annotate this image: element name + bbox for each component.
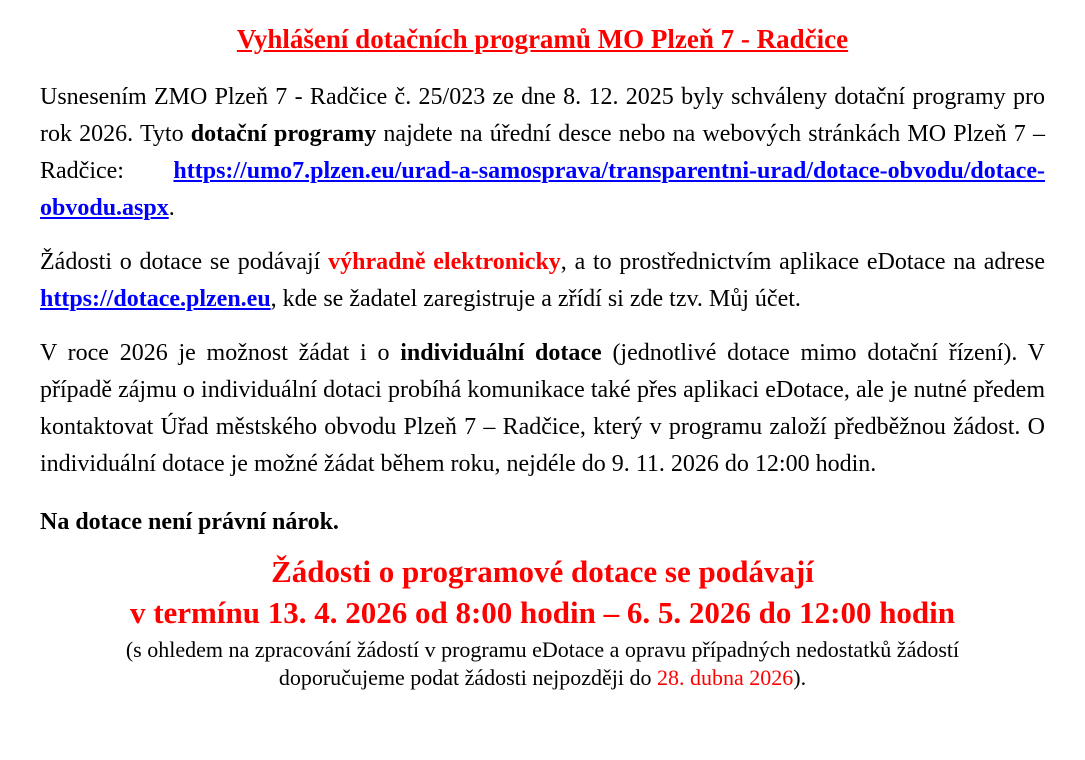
text-segment: (s ohledem na zpracování žádostí v programu eDotace a opravu případných nedostatků žádostí (125, 637, 960, 662)
deadline-heading (40, 551, 1045, 633)
text-segment: Usnesením ZMO Plzeň 7 - Radčice č. 25/023 ze dne 8. 12. 2025 byly schváleny dotační programy pro rok 2026. Tyto (40, 84, 1045, 147)
paragraph-electronic-submission (40, 244, 1045, 318)
statement-no-legal-claim: Na dotace není právní nárok. (40, 509, 339, 535)
text-segment: , a to prostřednictvím aplikace eDotace na adrese (560, 249, 1045, 275)
note-line2 (40, 664, 1045, 692)
paragraph-resolution (40, 79, 1045, 227)
deadline-heading-line1: Žádosti o programové dotace se podávají (271, 554, 814, 589)
text-segment: doporučujeme podat žádosti nejpozději do (278, 665, 658, 690)
edotace-portal-link[interactable]: https://dotace.plzen.eu (40, 286, 271, 312)
document-title: Vyhlášení dotačních programů MO Plzeň 7 - Radčice (236, 24, 849, 54)
umo7-grants-link[interactable]: https://umo7.plzen.eu/urad-a-samosprava/transparentni-urad/dotace-obvodu/dotace-obvodu.aspx (40, 158, 1045, 221)
text-segment: . (168, 195, 175, 221)
note-line1 (40, 636, 1045, 664)
text-segment: výhradně elektronicky (328, 249, 561, 275)
text-segment: individuální dotace (400, 340, 602, 366)
paragraph-individual-grants (40, 335, 1045, 483)
text-segment: , kde se žadatel zaregistruje a zřídí si zde tzv. Můj účet. (270, 286, 801, 312)
text-segment: dotační programy (190, 121, 377, 147)
text-segment: ). (793, 665, 807, 690)
text-segment: Žádosti o dotace se podávají (40, 249, 329, 275)
text-segment: (jednotlivé dotace mimo dotační řízení). V případě zájmu o individuální dotaci probíhá komunikace také přes aplikaci eDotace, ale je nutné předem kontaktovat Úřad městského obvodu Plzeň 7 – Radčice, který v programu založí předběžnou žádost. O individuální dotace je možné žádat během roku, nejdéle do 9. 11. 2026 do 12:00 hodin. (40, 340, 1045, 477)
text-segment: V roce 2026 je možnost žádat i o (40, 340, 401, 366)
deadline-note (40, 636, 1045, 692)
text-segment: najdete na úřední desce nebo na webových stránkách MO Plzeň 7 – Radčice: (40, 121, 1045, 184)
deadline-heading-line2: v termínu 13. 4. 2026 od 8:00 hodin – 6. 5. 2026 do 12:00 hodin (129, 595, 956, 630)
text-segment: 28. dubna 2026 (657, 665, 794, 690)
